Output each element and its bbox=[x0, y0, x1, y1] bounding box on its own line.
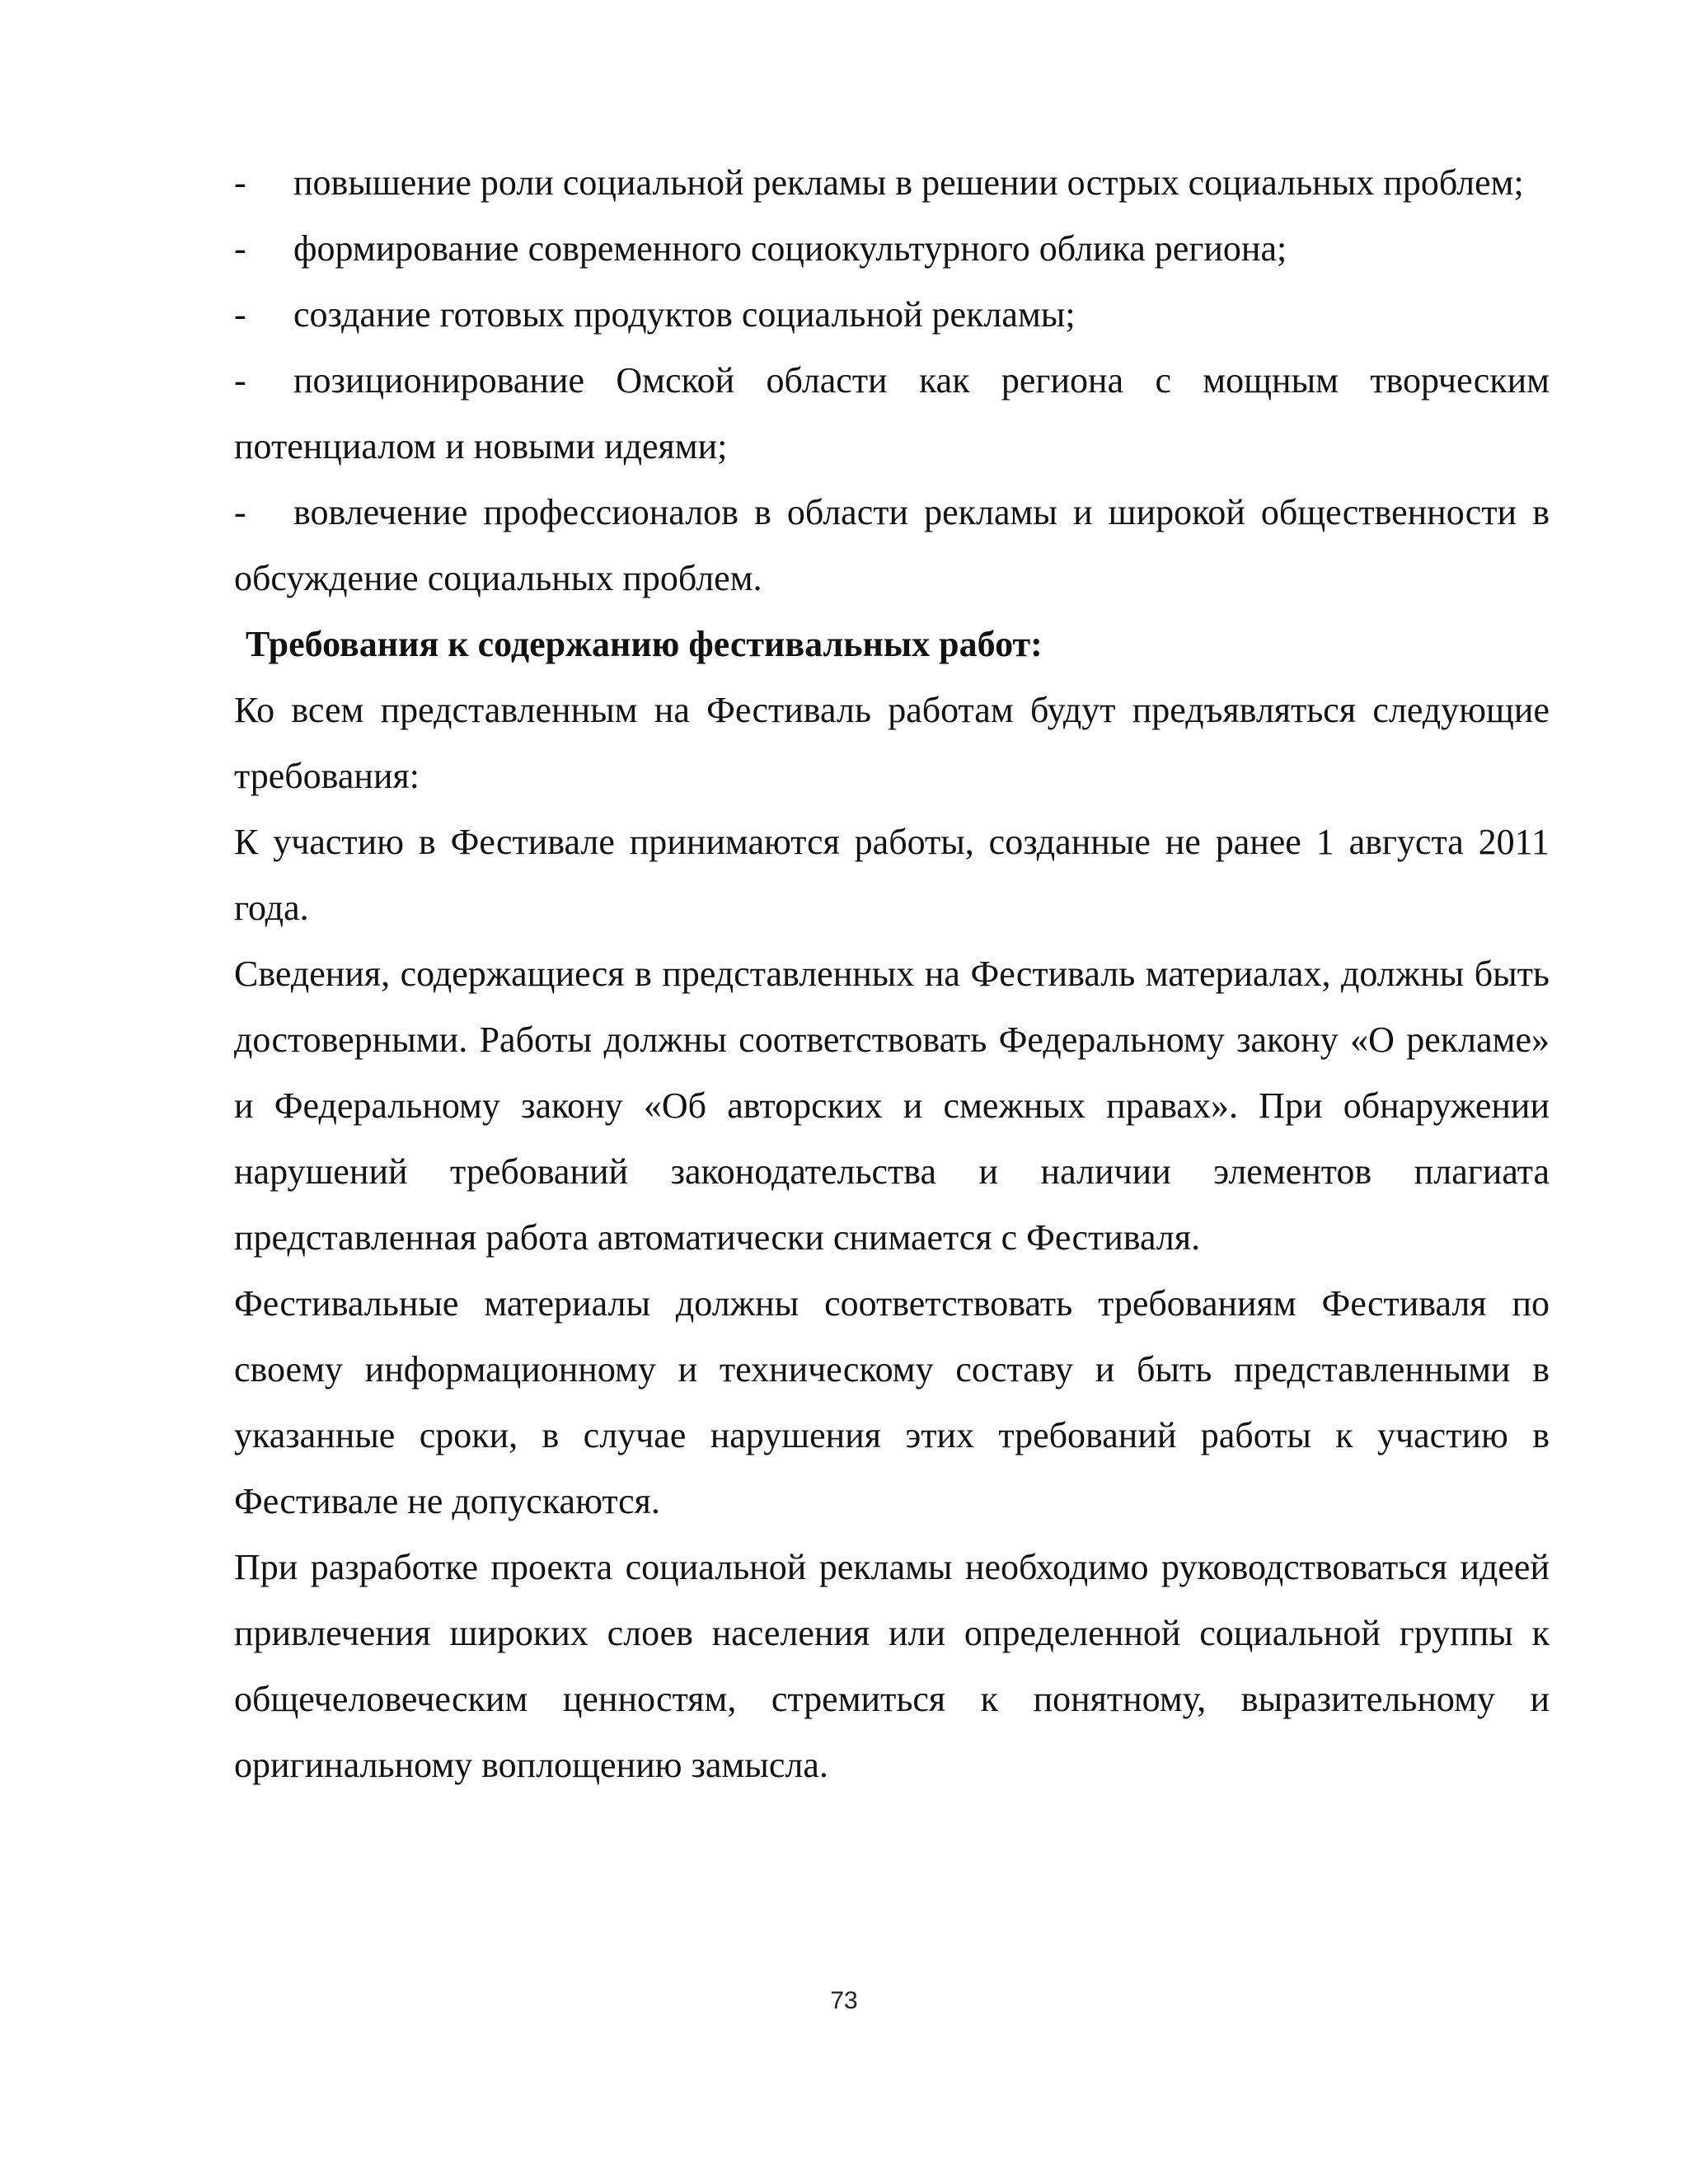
bullet-text: вовлечение профессионалов в области рекламы и широкой общественности в обсуждение социальных проблем. bbox=[234, 492, 1550, 598]
bullet-item bbox=[234, 150, 1550, 216]
page-number: 73 bbox=[830, 1987, 858, 2014]
bullet-text: повышение роли социальной рекламы в решении острых социальных проблем; bbox=[293, 162, 1524, 203]
bullet-dash: - bbox=[234, 294, 246, 335]
bullet-item bbox=[234, 480, 1550, 612]
bullet-dash: - bbox=[234, 228, 246, 269]
body-paragraph: Ко всем представленным на Фестиваль работам будут предъявляться следующие требования: bbox=[234, 690, 1550, 796]
bullet-item bbox=[234, 282, 1550, 348]
bullet-text: формирование современного социокультурного облика региона; bbox=[293, 228, 1287, 269]
bullet-text: позиционирование Омской области как региона с мощным творческим потенциалом и новыми идеями; bbox=[234, 360, 1550, 466]
body-paragraph: К участию в Фестивале принимаются работы, созданные не ранее 1 августа 2011 года. bbox=[234, 822, 1550, 928]
bullet-dash: - bbox=[234, 162, 246, 203]
body-paragraph: Фестивальные материалы должны соответствовать требованиям Фестиваля по своему информационному и техническому составу и быть представленными в указанные сроки, в случае нарушения этих требований работы к участию в Фестивале не допускаются. bbox=[234, 1283, 1550, 1521]
bullet-item bbox=[234, 348, 1550, 480]
bullet-dash: - bbox=[234, 492, 246, 532]
document-page bbox=[234, 150, 1550, 1798]
body-paragraph: Сведения, содержащиеся в представленных на Фестиваль материалах, должны быть достоверными. Работы должны соответствовать Федеральному закону «О рекламе» и Федеральному закону «Об авторских и смежных правах». При обнаружении нарушений требований законодательства и наличии элементов плагиата представленная работа автоматически снимается с Фестиваля. bbox=[234, 954, 1550, 1258]
bullet-dash: - bbox=[234, 360, 246, 401]
body-paragraph: При разработке проекта социальной рекламы необходимо руководствоваться идеей привлечения широких слоев населения или определенной социальной группы к общечеловеческим ценностям, стремиться к понятному, выразительному и оригинальному воплощению замысла. bbox=[234, 1547, 1550, 1785]
bullet-item bbox=[234, 216, 1550, 282]
bullet-text: создание готовых продуктов социальной рекламы; bbox=[293, 294, 1076, 335]
section-heading: Требования к содержанию фестивальных работ: bbox=[246, 624, 1043, 664]
